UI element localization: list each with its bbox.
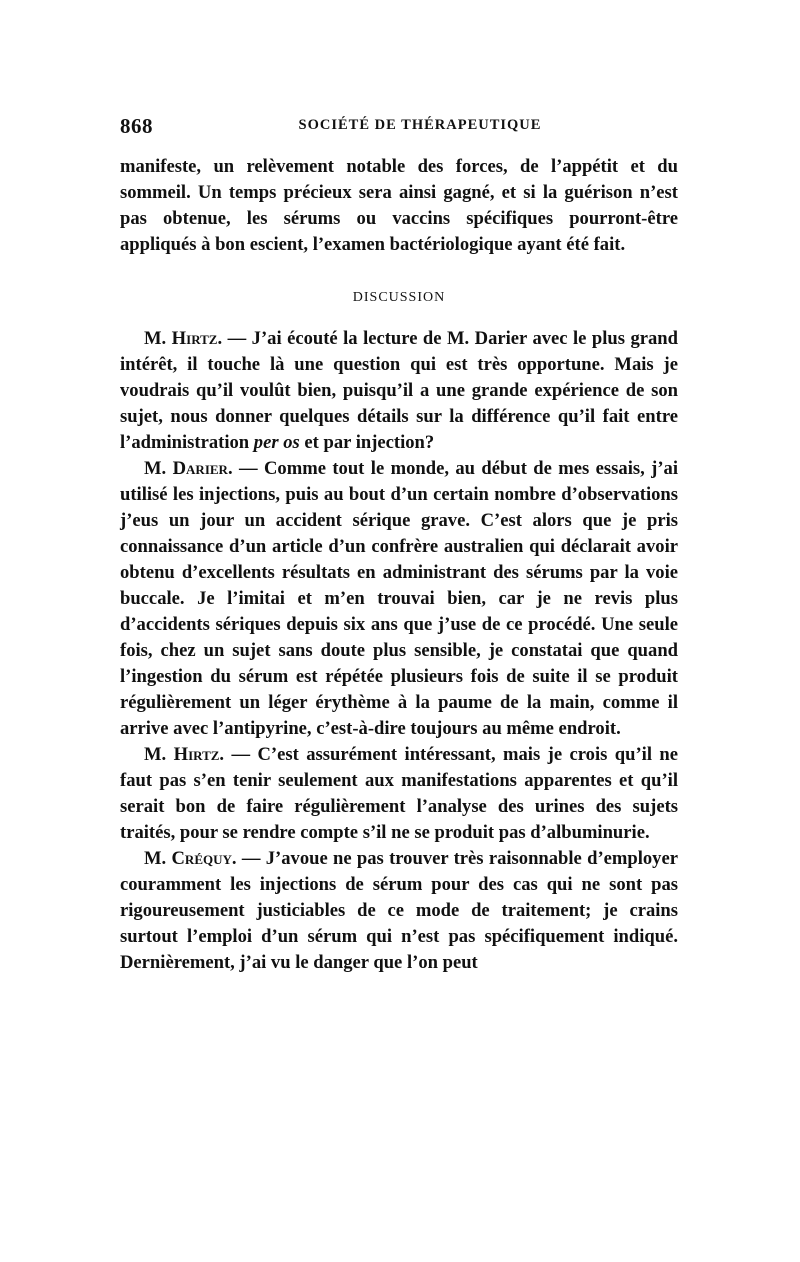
paragraph-crequy: [120, 846, 678, 976]
page-body: [120, 154, 678, 976]
speaker-name: Darier: [172, 458, 228, 479]
speaker-name: Hirtz: [173, 744, 220, 765]
section-title: DISCUSSION: [352, 290, 446, 305]
speaker-name: Hirtz: [171, 328, 218, 349]
paragraph-text: . — C’est assurément intéressant, mais je crois qu’il ne faut pas s’en tenir seulement aux manifestations apparentes et qu’il serait bon de faire régulièrement l’analyse des urines des sujets traités, pour se rendre compte s’il ne se produit pas d’albuminurie.: [120, 744, 678, 843]
latin-phrase: per os: [253, 432, 300, 453]
paragraph-text: . — Comme tout le monde, au début de mes essais, j’ai utilisé les injections, puis au bout d’un certain nombre d’observations j’eus un jour un accident sérique grave. C’est alors que je pris connaissance d’un article d’un confrère australien qui déclarait avoir obtenu d’excellents résultats en administrant des sérums par la voie buccale. Je l’imitai et m’en trouvai bien, car je ne revis plus d’accidents sériques depuis six ans que j’use de ce procédé. Une seule fois, chez un sujet sans doute plus sensible, je constatai que quand l’ingestion du sérum est répétée plusieurs fois de suite il se produit régulièrement un léger érythème à la paume de la main, comme il arrive avec l’antipyrine, c’est-à-dire toujours au même endroit.: [120, 458, 678, 739]
speaker-prefix: M.: [144, 328, 172, 349]
speaker-prefix: M.: [144, 848, 172, 869]
paragraph-text: . — J’ai écouté la lecture de M. Darier avec le plus grand intérêt, il touche là une question qui est très opportune. Mais je voudrais qu’il voulût bien, puisqu’il a une grande expérience de son sujet, nous donner quelques détails sur la différence qu’il fait entre l’administration: [120, 328, 678, 453]
paragraph-hirtz-2: [120, 742, 678, 846]
running-title: SOCIÉTÉ DE THÉRAPEUTIQUE: [298, 117, 542, 133]
paragraph-text-end: et par injection?: [299, 432, 435, 453]
intro-paragraph: manifeste, un relèvement notable des forces, de l’appétit et du sommeil. Un temps précieux sera ainsi gagné, et si la guérison n’est pas obtenue, les sérums ou vaccins spécifiques pourront-être appliqués à bon escient, l’examen bactériologique ayant été fait.: [120, 156, 678, 255]
page-header: [120, 114, 680, 140]
speaker-name: Créquy: [171, 848, 232, 869]
speaker-prefix: M.: [144, 458, 173, 479]
page-number: 868: [120, 114, 153, 138]
paragraph-text: . — J’avoue ne pas trouver très raisonnable d’employer couramment les injections de sérum pour des cas qui ne sont pas rigoureusement justiciables de ce mode de traitement; je crains surtout l’emploi d’un sérum qui n’est pas spécifiquement indiqué. Dernièrement, j’ai vu le danger que l’on peut: [120, 848, 678, 973]
paragraph-hirtz-1: [120, 326, 678, 456]
paragraph-darier: [120, 456, 678, 742]
speaker-prefix: M.: [144, 744, 174, 765]
